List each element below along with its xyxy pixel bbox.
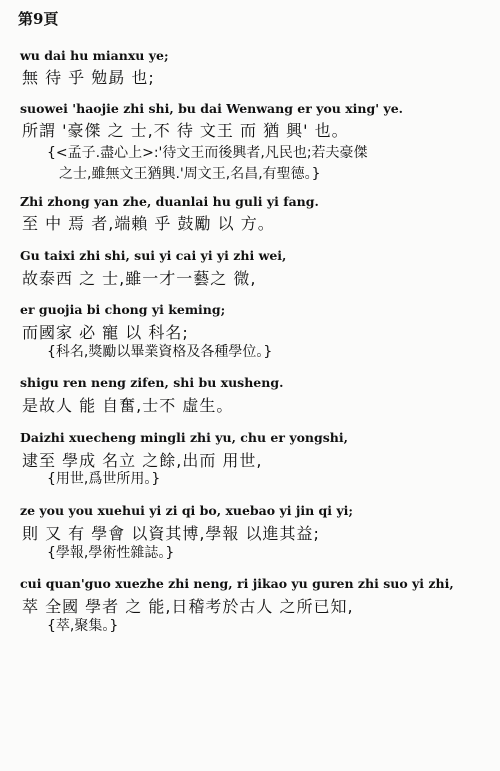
pinyin-line-1: wu dai hu mianxu ye; bbox=[20, 48, 169, 63]
hanzi-line-4: 故泰西 之 士,雖一才一藝之 微, bbox=[22, 269, 257, 288]
page-number: 第9頁 bbox=[18, 10, 59, 28]
annotation-4: {學報,學術性雜誌。} bbox=[47, 545, 175, 561]
pinyin-line-7: Daizhi xuecheng mingli zhi yu, chu er yongshi, bbox=[20, 430, 348, 445]
pinyin-line-8: ze you you xuehui yi zi qi bo, xuebao yi jin qi yi; bbox=[20, 503, 354, 518]
hanzi-line-5: 而國家 必 寵 以 科名; bbox=[22, 323, 189, 342]
pinyin-line-5: er guojia bi chong yi keming; bbox=[20, 302, 226, 317]
hanzi-line-2: 所謂 '豪傑 之 士,不 待 文王 而 猶 興' 也。 bbox=[22, 121, 349, 140]
annotation-2: {科名,獎勵以畢業資格及各種學位。} bbox=[47, 344, 273, 360]
hanzi-line-1: 無 待 乎 勉勗 也; bbox=[22, 68, 155, 87]
pinyin-line-2: suowei 'haojie zhi shi, bu dai Wenwang er you xing' ye. bbox=[20, 101, 403, 116]
hanzi-line-6: 是故人 能 自奮,士不 虛生。 bbox=[22, 396, 234, 415]
pinyin-line-6: shigu ren neng zifen, shi bu xusheng. bbox=[20, 375, 284, 390]
pinyin-line-9: cui quan'guo xuezhe zhi neng, ri jikao yu guren zhi suo yi zhi, bbox=[20, 576, 454, 591]
hanzi-line-3: 至 中 焉 者,端賴 乎 鼓勵 以 方。 bbox=[22, 214, 275, 233]
pinyin-line-4: Gu taixi zhi shi, sui yi cai yi yi zhi wei, bbox=[20, 248, 287, 263]
hanzi-line-8: 則 又 有 學會 以資其博,學報 以進其益; bbox=[22, 524, 320, 543]
hanzi-line-9: 萃 全國 學者 之 能,日稽考於古人 之所已知, bbox=[22, 597, 354, 616]
annotation-1-line-1: {<孟子.盡心上>:'待文王而後興者,凡民也;若夫豪傑 bbox=[47, 145, 368, 161]
annotation-5: {萃,聚集。} bbox=[47, 618, 119, 634]
hanzi-line-7: 逮至 學成 名立 之餘,出而 用世, bbox=[22, 451, 263, 470]
annotation-3: {用世,爲世所用。} bbox=[47, 471, 161, 487]
pinyin-line-3: Zhi zhong yan zhe, duanlai hu guli yi fang. bbox=[20, 194, 319, 209]
annotation-1-line-2: 之士,雖無文王猶興.'周文王,名昌,有聖德。} bbox=[59, 166, 321, 182]
